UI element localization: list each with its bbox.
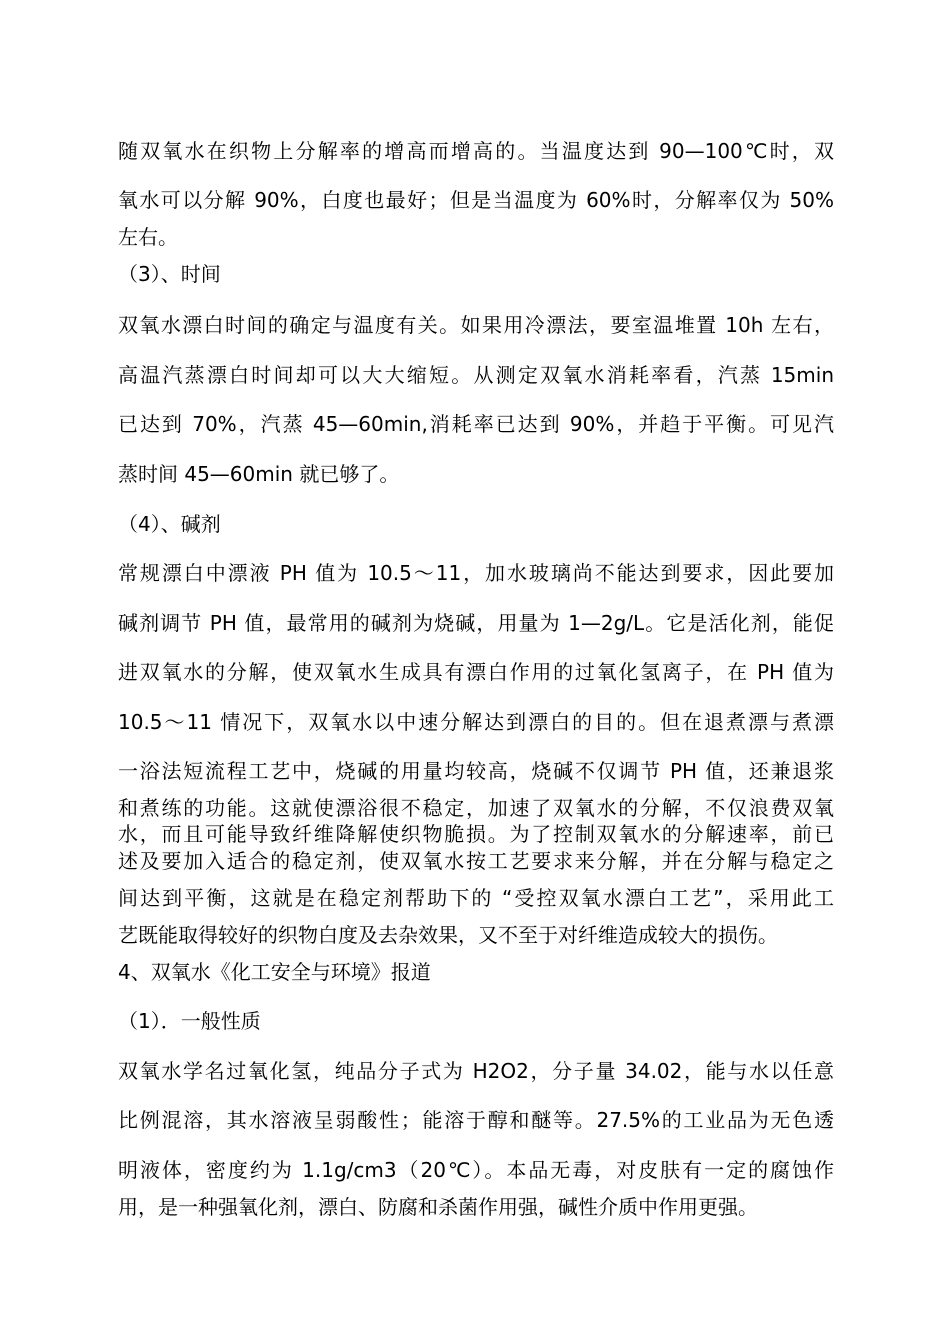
text-line: 已达到 70%，汽蒸 45—60min,消耗率已达到 90%，并趋于平衡。可见汽 [118,412,834,436]
text-line: 蒸时间 45—60min 就已够了。 [118,462,400,486]
text-line: 碱剂调节 PH 值，最常用的碱剂为烧碱，用量为 1—2g/L。它是活化剂，能促 [118,611,834,635]
section-heading: （3）、时间 [118,262,221,286]
section-heading: （1）．一般性质 [118,1009,261,1033]
text-line: 高温汽蒸漂白时间却可以大大缩短。从测定双氧水消耗率看，汽蒸 15min [118,363,834,387]
text-line: 和煮练的功能。这就使漂浴很不稳定，加速了双氧水的分解，不仅浪费双氧 [118,796,834,820]
text-line: 10.5～11 情况下，双氧水以中速分解达到漂白的目的。但在退煮漂与煮漂 [118,710,834,734]
section-heading: （4）、碱剂 [118,512,221,536]
text-line: 氧水可以分解 90%，白度也最好；但是当温度为 60%时，分解率仅为 50% [118,188,834,212]
text-line: 常规漂白中漂液 PH 值为 10.5～11，加水玻璃尚不能达到要求，因此要加 [118,561,834,585]
text-line: 用，是一种强氧化剂，漂白、防腐和杀菌作用强，碱性介质中作用更强。 [118,1195,758,1219]
section-heading: 4、双氧水《化工安全与环境》报道 [118,960,431,984]
text-line: 双氧水漂白时间的确定与温度有关。如果用冷漂法，要室温堆置 10h 左右， [118,313,834,337]
text-line: 随双氧水在织物上分解率的增高而增高的。当温度达到 90—100℃时，双 [118,139,834,163]
text-line: 明液体，密度约为 1.1g/cm3（20℃）。本品无毒，对皮肤有一定的腐蚀作 [118,1158,834,1182]
text-line: 述及要加入适合的稳定剂，使双氧水按工艺要求来分解，并在分解与稳定之 [118,849,834,873]
text-line: 间达到平衡，这就是在稳定剂帮助下的 “受控双氧水漂白工艺”，采用此工 [118,886,834,910]
text-line: 双氧水学名过氧化氢，纯品分子式为 H2O2，分子量 34.02，能与水以任意 [118,1059,834,1083]
text-line: 艺既能取得较好的织物白度及去杂效果，又不至于对纤维造成较大的损伤。 [118,923,778,947]
text-line: 左右。 [118,225,178,249]
text-line: 进双氧水的分解，使双氧水生成具有漂白作用的过氧化氢离子，在 PH 值为 [118,660,834,684]
text-line: 一浴法短流程工艺中，烧碱的用量均较高，烧碱不仅调节 PH 值，还兼退浆 [118,759,834,783]
text-line: 水，而且可能导致纤维降解使织物脆损。为了控制双氧水的分解速率，前已 [118,822,834,846]
text-line: 比例混溶，其水溶液呈弱酸性；能溶于醇和醚等。27.5%的工业品为无色透 [118,1108,834,1132]
